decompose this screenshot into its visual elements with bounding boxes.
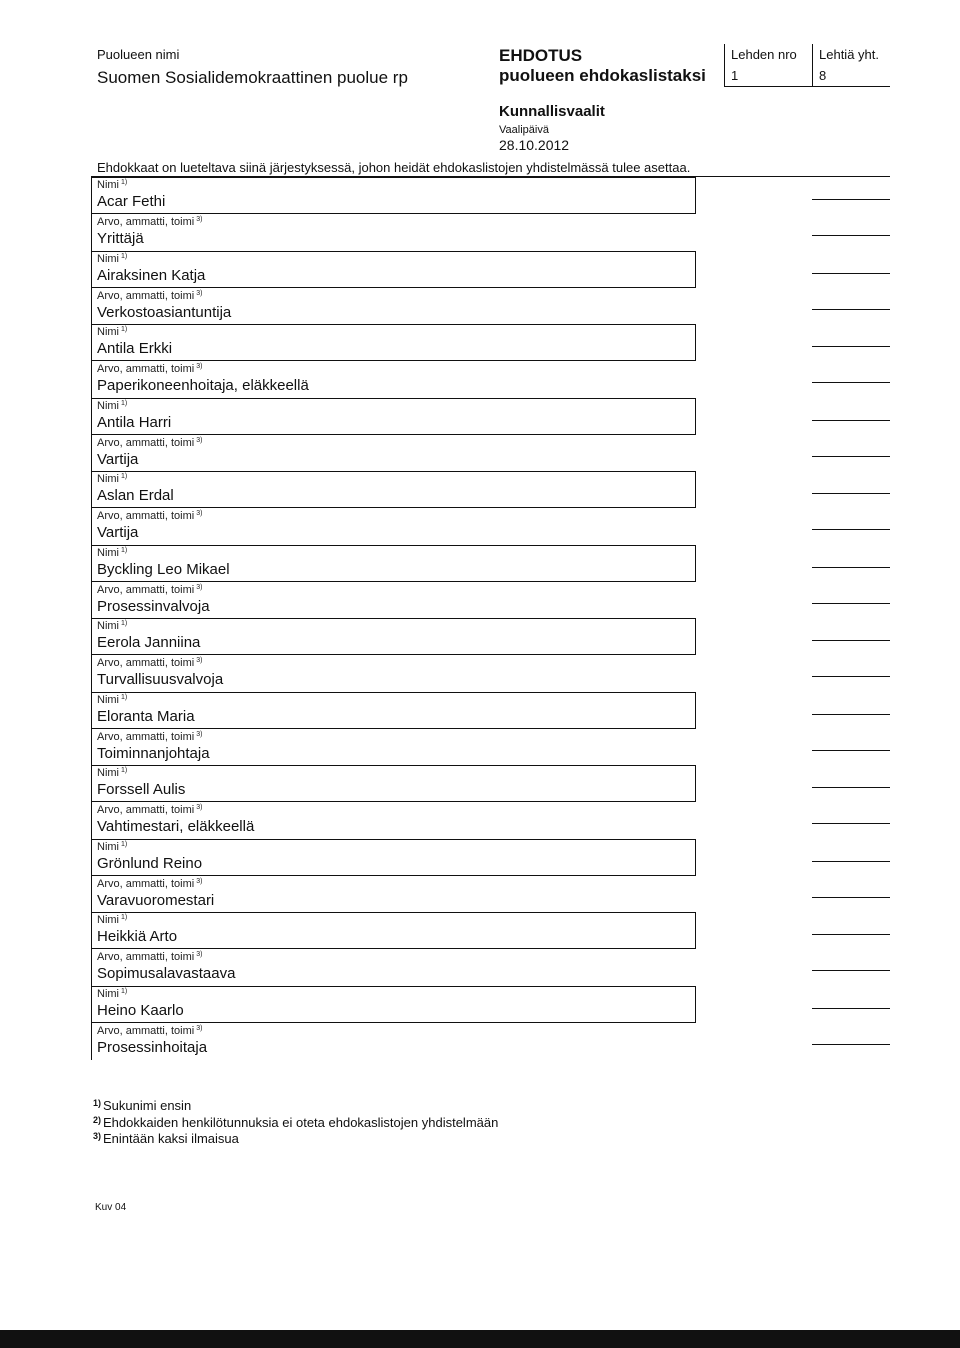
scan-edge-bar — [0, 1330, 960, 1348]
row-mid-rule — [91, 948, 696, 949]
row-top-rule — [91, 986, 696, 987]
row-top-rule — [91, 398, 696, 399]
side-entry-line — [812, 382, 890, 383]
row-mid-rule — [91, 654, 696, 655]
row-right-rule — [695, 692, 696, 728]
name-label: Nimi $^{1)}$ — [97, 253, 128, 265]
row-right-rule — [695, 839, 696, 875]
candidate-occupation: Varavuoromestari — [97, 892, 215, 909]
row-left-rule — [91, 545, 92, 619]
row-mid-rule — [91, 581, 696, 582]
side-entry-line — [812, 346, 890, 347]
row-left-rule — [91, 912, 92, 986]
row-left-rule — [91, 692, 92, 766]
candidate-name: Eerola Janniina — [97, 634, 201, 651]
side-entry-line — [812, 897, 890, 898]
side-entry-line — [812, 420, 890, 421]
occupation-label: Arvo, ammatti, toimi $^{3)}$ — [97, 1025, 203, 1037]
side-entry-line — [812, 567, 890, 568]
candidate-occupation: Sopimusalavastaava — [97, 965, 236, 982]
candidate-row — [91, 912, 696, 986]
row-right-rule — [695, 177, 696, 213]
occupation-label: Arvo, ammatti, toimi $^{3)}$ — [97, 804, 203, 816]
occupation-label: Arvo, ammatti, toimi $^{3)}$ — [97, 731, 203, 743]
candidate-occupation: Toiminnanjohtaja — [97, 745, 210, 762]
candidate-name: Heino Kaarlo — [97, 1002, 184, 1019]
side-entry-line — [812, 493, 890, 494]
name-label: Nimi $^{1)}$ — [97, 473, 128, 485]
candidate-row — [91, 618, 696, 692]
row-right-rule — [695, 324, 696, 360]
occupation-label: Arvo, ammatti, toimi $^{3)}$ — [97, 437, 203, 449]
election-date-label: Vaalipäivä — [499, 124, 549, 136]
name-label: Nimi $^{1)}$ — [97, 326, 128, 338]
candidate-row — [91, 324, 696, 398]
election-date-value: 28.10.2012 — [499, 137, 570, 153]
header-rule — [724, 86, 890, 87]
name-label: Nimi $^{1)}$ — [97, 914, 128, 926]
form-subtitle: puolueen ehdokaslistaksi — [499, 66, 706, 85]
name-label: Nimi $^{1)}$ — [97, 988, 128, 1000]
side-entry-line — [812, 235, 890, 236]
row-right-rule — [695, 251, 696, 287]
side-entry-line — [812, 823, 890, 824]
row-left-rule — [91, 986, 92, 1060]
row-left-rule — [91, 251, 92, 325]
header-divider — [812, 44, 813, 86]
candidate-name: Heikkiä Arto — [97, 928, 178, 945]
form-title: EHDOTUS — [499, 46, 583, 65]
row-mid-rule — [91, 507, 696, 508]
occupation-label: Arvo, ammatti, toimi $^{3)}$ — [97, 290, 203, 302]
side-entry-line — [812, 934, 890, 935]
candidate-row — [91, 765, 696, 839]
row-mid-rule — [91, 801, 696, 802]
occupation-label: Arvo, ammatti, toimi $^{3)}$ — [97, 657, 203, 669]
row-mid-rule — [91, 434, 696, 435]
row-right-rule — [695, 765, 696, 801]
row-left-rule — [91, 765, 92, 839]
side-entry-line — [812, 309, 890, 310]
occupation-label: Arvo, ammatti, toimi $^{3)}$ — [97, 363, 203, 375]
name-label: Nimi $^{1)}$ — [97, 841, 128, 853]
side-entry-line — [812, 970, 890, 971]
row-left-rule — [91, 324, 92, 398]
row-right-rule — [695, 912, 696, 948]
row-top-rule — [91, 839, 696, 840]
occupation-label: Arvo, ammatti, toimi $^{3)}$ — [97, 216, 203, 228]
row-left-rule — [91, 471, 92, 545]
side-entry-line — [812, 273, 890, 274]
row-mid-rule — [91, 1022, 696, 1023]
row-right-rule — [695, 545, 696, 581]
row-mid-rule — [91, 287, 696, 288]
candidate-name: Antila Erkki — [97, 340, 173, 357]
candidate-occupation: Prosessinvalvoja — [97, 598, 210, 615]
side-entry-line — [812, 1008, 890, 1009]
row-top-rule — [91, 177, 696, 178]
row-top-rule — [91, 471, 696, 472]
candidate-occupation: Vahtimestari, eläkkeellä — [97, 818, 255, 835]
name-label: Nimi $^{1)}$ — [97, 620, 128, 632]
row-left-rule — [91, 839, 92, 913]
row-top-rule — [91, 912, 696, 913]
occupation-label: Arvo, ammatti, toimi $^{3)}$ — [97, 951, 203, 963]
candidate-occupation: Vartija — [97, 451, 139, 468]
row-left-rule — [91, 177, 92, 251]
name-label: Nimi $^{1)}$ — [97, 547, 128, 559]
side-entry-line — [812, 750, 890, 751]
candidate-occupation: Yrittäjä — [97, 230, 144, 247]
candidate-occupation: Verkostoasiantuntija — [97, 304, 232, 321]
row-mid-rule — [91, 875, 696, 876]
occupation-label: Arvo, ammatti, toimi $^{3)}$ — [97, 584, 203, 596]
name-label: Nimi $^{1)}$ — [97, 179, 128, 191]
side-entry-line — [812, 603, 890, 604]
candidate-row — [91, 398, 696, 472]
footnote-1: $^{1)}$ Sukunimi ensin — [93, 1098, 192, 1113]
sheet-number-value: 1 — [731, 68, 739, 83]
sheet-number-label: Lehden nro — [731, 47, 797, 62]
candidate-name: Antila Harri — [97, 414, 172, 431]
side-entry-line — [812, 640, 890, 641]
side-entry-line — [812, 861, 890, 862]
side-entry-line — [812, 456, 890, 457]
party-name: Suomen Sosialidemokraattinen puolue rp — [97, 68, 408, 87]
candidate-row — [91, 177, 696, 251]
candidate-name: Grönlund Reino — [97, 855, 203, 872]
side-entry-line — [812, 199, 890, 200]
row-mid-rule — [91, 213, 696, 214]
footnote-2: $^{2)}$ Ehdokkaiden henkilötunnuksia ei oteta ehdokaslistojen yhdistelmään — [93, 1115, 499, 1130]
candidate-name: Forssell Aulis — [97, 781, 186, 798]
row-top-rule — [91, 765, 696, 766]
name-label: Nimi $^{1)}$ — [97, 767, 128, 779]
election-name: Kunnallisvaalit — [499, 103, 605, 120]
side-entry-line — [812, 676, 890, 677]
row-right-rule — [695, 618, 696, 654]
occupation-label: Arvo, ammatti, toimi $^{3)}$ — [97, 878, 203, 890]
form-code: Kuv 04 — [95, 1202, 127, 1213]
candidate-occupation: Vartija — [97, 524, 139, 541]
row-right-rule — [695, 398, 696, 434]
side-entry-line — [812, 1044, 890, 1045]
row-top-rule — [91, 545, 696, 546]
row-top-rule — [91, 618, 696, 619]
header-divider — [724, 44, 725, 86]
candidate-row — [91, 471, 696, 545]
row-right-rule — [695, 471, 696, 507]
name-label: Nimi $^{1)}$ — [97, 400, 128, 412]
sheets-total-label: Lehtiä yht. — [819, 47, 879, 62]
candidate-row — [91, 986, 696, 1060]
row-top-rule — [91, 692, 696, 693]
row-left-rule — [91, 398, 92, 472]
candidate-name: Byckling Leo Mikael — [97, 561, 230, 578]
candidate-name: Aslan Erdal — [97, 487, 174, 504]
candidate-row — [91, 839, 696, 913]
party-label: Puolueen nimi — [97, 47, 180, 62]
candidate-name: Eloranta Maria — [97, 708, 195, 725]
row-top-rule — [91, 324, 696, 325]
candidate-row — [91, 251, 696, 325]
row-top-rule — [91, 251, 696, 252]
candidate-name: Airaksinen Katja — [97, 267, 206, 284]
row-right-rule — [695, 986, 696, 1022]
candidate-occupation: Prosessinhoitaja — [97, 1039, 208, 1056]
row-left-rule — [91, 618, 92, 692]
row-mid-rule — [91, 360, 696, 361]
footnote-3: $^{3)}$ Enintään kaksi ilmaisua — [93, 1131, 239, 1146]
candidate-name: Acar Fethi — [97, 193, 166, 210]
row-mid-rule — [91, 728, 696, 729]
candidate-row — [91, 545, 696, 619]
instruction-text: Ehdokkaat on lueteltava siinä järjestyksessä, johon heidät ehdokaslistojen yhdistelmässä tulee asettaa. — [97, 160, 691, 175]
candidate-occupation: Turvallisuusvalvoja — [97, 671, 224, 688]
side-entry-line — [812, 714, 890, 715]
occupation-label: Arvo, ammatti, toimi $^{3)}$ — [97, 510, 203, 522]
candidate-row — [91, 692, 696, 766]
side-entry-line — [812, 787, 890, 788]
sheets-total-value: 8 — [819, 68, 827, 83]
side-entry-line — [812, 529, 890, 530]
candidate-occupation: Paperikoneenhoitaja, eläkkeellä — [97, 377, 309, 394]
name-label: Nimi $^{1)}$ — [97, 694, 128, 706]
